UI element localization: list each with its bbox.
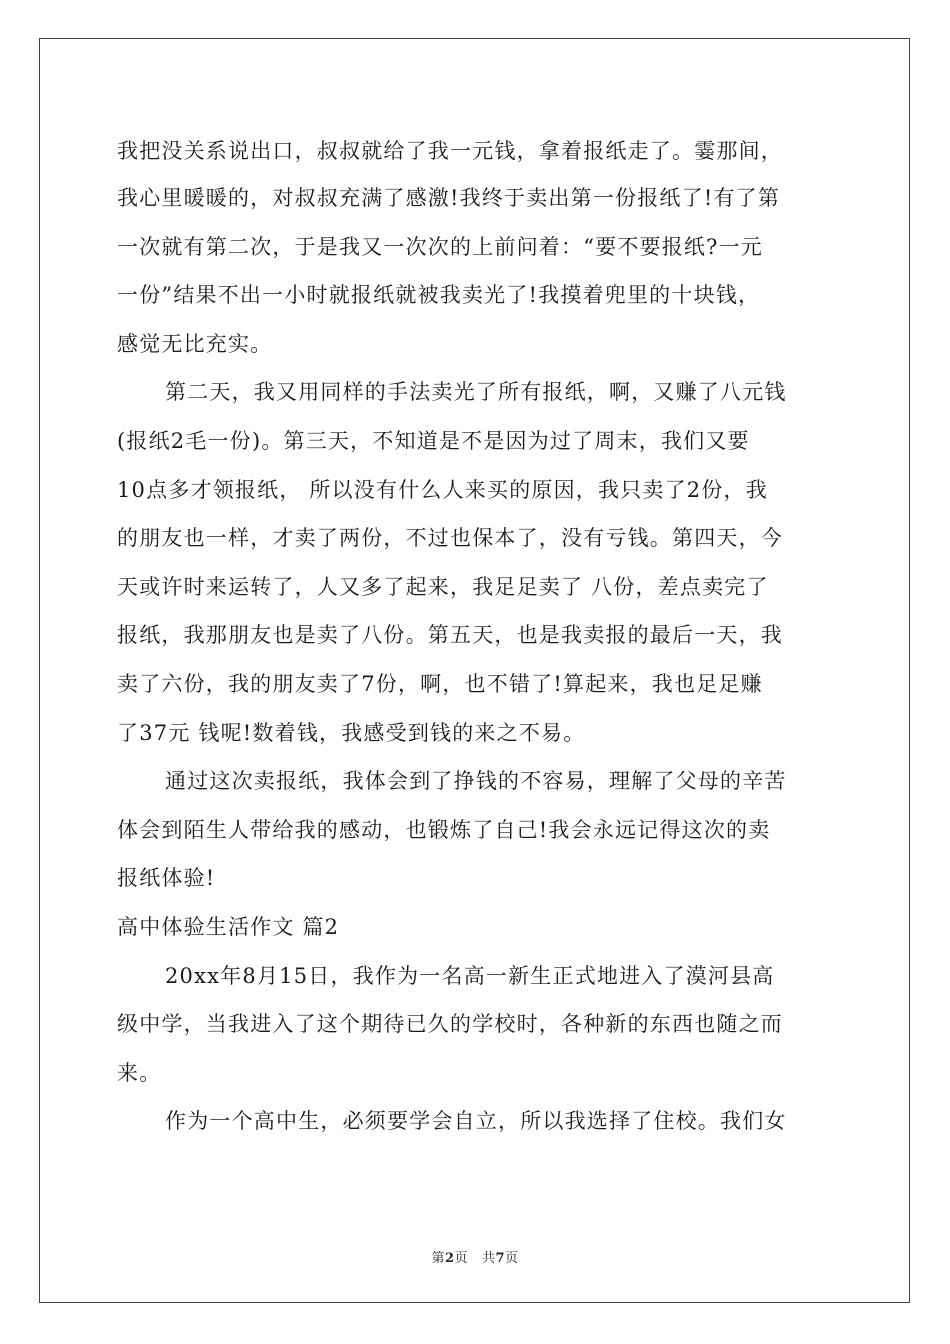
current-page-number: 2 xyxy=(445,1251,455,1266)
text-line: 卖了六份，我的朋友卖了7份，啊，也不错了!算起来，我也足足赚 xyxy=(117,671,763,696)
text-line: 级中学，当我进入了这个期待已久的学校时，各种新的东西也随之而 xyxy=(117,1012,783,1037)
footer-prefix: 第 xyxy=(431,1251,445,1266)
text-line: 报纸体验! xyxy=(117,866,216,891)
text-line: 了37元 钱呢!数着钱，我感受到钱的来之不易。 xyxy=(117,720,586,745)
text-line: 一份”结果不出一小时就报纸就被我卖光了!我摸着兜里的十块钱， xyxy=(117,283,761,308)
text-line: 感觉无比充实。 xyxy=(117,331,273,356)
text-line: 10点多才领报纸， 所以没有什么人来买的原因，我只卖了2份，我 xyxy=(117,477,768,502)
text-line: 报纸，我那朋友也是卖了八份。第五天，也是我卖报的最后一天，我 xyxy=(117,623,783,648)
text-line: 一次就有第二次，于是我又一次次的上前问着：“要不要报纸?一元 xyxy=(117,234,763,259)
text-line: 20xx年8月15日，我作为一名高一新生正式地进入了漠河县高 xyxy=(165,963,775,988)
page-footer xyxy=(0,1247,950,1266)
text-line: 的朋友也一样，才卖了两份，不过也保本了，没有亏钱。第四天，今 xyxy=(117,526,783,551)
total-page-number: 7 xyxy=(495,1251,505,1266)
text-line: 体会到陌生人带给我的感动，也锻炼了自己!我会永远记得这次的卖 xyxy=(117,817,771,842)
text-line: 我心里暖暖的，对叔叔充满了感激!我终于卖出第一份报纸了!有了第 xyxy=(117,186,781,210)
text-line: 天或许时来运转了，人又多了起来，我足足卖了 八份，差点卖完了 xyxy=(117,574,769,599)
text-line: 第二天，我又用同样的手法卖光了所有报纸，啊，又赚了八元钱 xyxy=(165,380,787,405)
text-line: 作为一个高中生，必须要学会自立，所以我选择了住校。我们女 xyxy=(165,1109,787,1134)
footer-suffix: 页 xyxy=(505,1251,519,1266)
document-body xyxy=(117,128,837,1146)
text-line: 通过这次卖报纸，我体会到了挣钱的不容易，理解了父母的辛苦 xyxy=(165,769,787,794)
text-line: 我把没关系说出口，叔叔就给了我一元钱，拿着报纸走了。霎那间， xyxy=(117,139,783,163)
footer-middle: 页 共 xyxy=(454,1251,496,1266)
text-line: 来。 xyxy=(117,1060,162,1085)
text-line: (报纸2毛一份)。第三天，不知道是不是因为过了周末，我们又要 xyxy=(117,428,750,453)
section-heading: 高中体验生活作文 篇2 xyxy=(117,914,340,939)
